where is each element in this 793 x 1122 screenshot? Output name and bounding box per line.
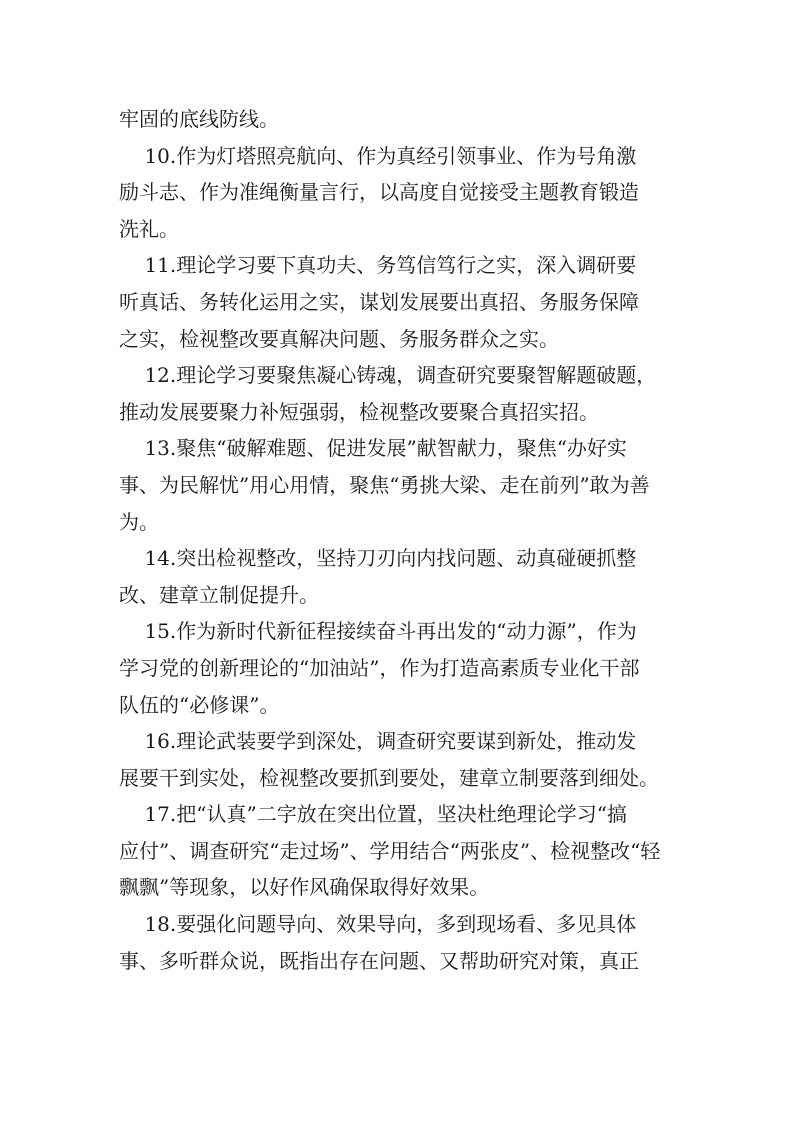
text-line: 听真话、务转化运用之实，谋划发展要出真招、务服务保障	[119, 289, 639, 314]
text-line: 应付”、调查研究“走过场”、学用结合“两张皮”、检视整改“轻	[119, 838, 661, 863]
text-line: 展要干到实处，检视整改要抓到要处，建章立制要落到细处。	[119, 765, 659, 790]
text-line: 14.突出检视整改，坚持刀刃向内找问题、动真碰硬抓整	[119, 546, 637, 571]
text-line: 改、建章立制促提升。	[119, 582, 319, 607]
text-line: 10.作为灯塔照亮航向、作为真经引领事业、作为号角激	[119, 143, 637, 168]
text-line: 事、多听群众说，既指出存在问题、又帮助研究对策，真正	[119, 948, 639, 973]
text-line: 15.作为新时代新征程接续奋斗再出发的“动力源”，作为	[119, 619, 637, 644]
text-line: 飘飘”等现象，以好作风确保取得好效果。	[119, 875, 490, 900]
text-line: 18.要强化问题导向、效果导向，多到现场看、多见具体	[119, 912, 637, 937]
text-line: 17.把“认真”二字放在突出位置，坚决杜绝理论学习“搞	[119, 802, 627, 827]
text-line: 牢固的底线防线。	[119, 107, 279, 131]
text-line: 为。	[119, 509, 159, 534]
document-body	[119, 101, 675, 979]
text-line: 洗礼。	[119, 216, 179, 241]
text-line: 励斗志、作为准绳衡量言行，以高度自觉接受主题教育锻造	[119, 180, 639, 205]
text-line: 12.理论学习要聚焦凝心铸魂，调查研究要聚智解题破题，	[119, 363, 657, 388]
text-line: 11.理论学习要下真功夫、务笃信笃行之实，深入调研要	[119, 253, 637, 278]
text-line: 学习党的创新理论的“加油站”，作为打造高素质专业化干部	[119, 655, 640, 680]
text-line: 16.理论武装要学到深处，调查研究要谋到新处，推动发	[119, 729, 637, 754]
text-line: 事、为民解忧”用心用情，聚焦“勇挑大梁、走在前列”敢为善	[119, 472, 650, 497]
text-line: 推动发展要聚力补短强弱，检视整改要聚合真招实招。	[119, 399, 599, 424]
text-line: 队伍的“必修课”。	[119, 692, 280, 717]
text-line: 之实，检视整改要真解决问题、务服务群众之实。	[119, 326, 559, 351]
text-line: 13.聚焦“破解难题、促进发展”献智献力，聚焦“办好实	[119, 436, 627, 461]
